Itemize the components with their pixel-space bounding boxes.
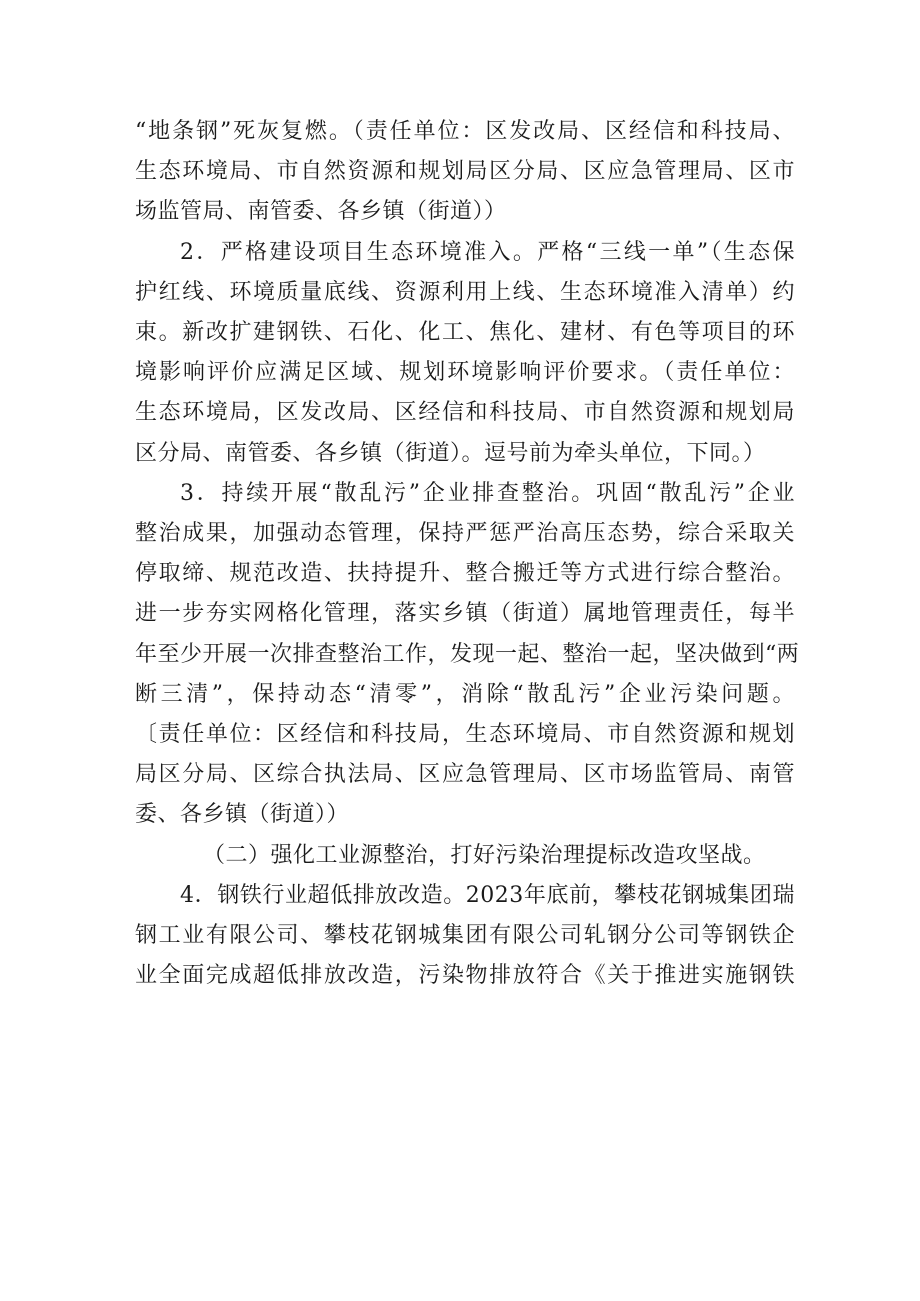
paragraph-item-4 (135, 876, 795, 997)
text-line: 2．严格建设项目生态环境准入。严格“三线一单”（生态保 (180, 239, 795, 265)
text-line: 钢工业有限公司、攀枝花钢城集团有限公司轧钢分公司等钢铁企 (135, 923, 795, 949)
text-line: 生态环境局，区发改局、区经信和科技局、市自然资源和规划局 (135, 400, 795, 426)
text-line: 区分局、南管委、各乡镇（街道）。逗号前为牵头单位，下同。） (135, 440, 766, 466)
text-line: 断三清”，保持动态“清零”，消除“散乱污”企业污染问题。 (135, 681, 795, 707)
text-line: 进一步夯实网格化管理，落实乡镇（街道）属地管理责任，每半 (135, 601, 795, 627)
text-line: 〔责任单位：区经信和科技局，生态环境局、市自然资源和规划 (135, 722, 795, 748)
text-line: 境影响评价应满足区域、规划环境影响评价要求。（责任单位： (135, 360, 795, 386)
text-line: 护红线、环境质量底线、资源利用上线、生态环境准入清单）约 (135, 279, 795, 305)
paragraph-item-2 (135, 233, 795, 474)
section-heading (135, 836, 795, 876)
text-line: 束。新改扩建钢铁、石化、化工、焦化、建材、有色等项目的环 (135, 320, 795, 346)
text-line: “地条钢”死灰复燃。（责任单位：区发改局、区经信和科技局、 (135, 119, 795, 144)
paragraph-continuation (135, 112, 795, 233)
text-line: 业全面完成超低排放改造，污染物排放符合《关于推进实施钢铁 (135, 963, 795, 989)
text-line: 生态环境局、市自然资源和规划局区分局、区应急管理局、区市 (135, 159, 795, 185)
text-line: 4．钢铁行业超低排放改造。2023年底前，攀枝花钢城集团瑞 (180, 882, 795, 908)
text-line: 年至少开展一次排查整治工作，发现一起、整治一起，坚决做到“两 (135, 641, 800, 667)
document-body (135, 112, 800, 996)
text-line: 场监管局、南管委、各乡镇（街道）） (135, 199, 507, 225)
text-line: 整治成果，加强动态管理，保持严惩严治高压态势，综合采取关 (135, 521, 795, 547)
paragraph-item-3 (135, 474, 800, 836)
text-line: 3．持续开展“散乱污”企业排查整治。巩固“散乱污”企业 (180, 480, 795, 506)
text-line: 停取缔、规范改造、扶持提升、整合搬迁等方式进行综合整治。 (135, 561, 795, 587)
section-heading-text: （二）强化工业源整治，打好污染治理提标改造攻坚战。 (203, 842, 766, 868)
text-line: 委、各乡镇（街道）） (135, 802, 350, 828)
text-line: 局区分局、区综合执法局、区应急管理局、区市场监管局、南管 (135, 762, 795, 788)
